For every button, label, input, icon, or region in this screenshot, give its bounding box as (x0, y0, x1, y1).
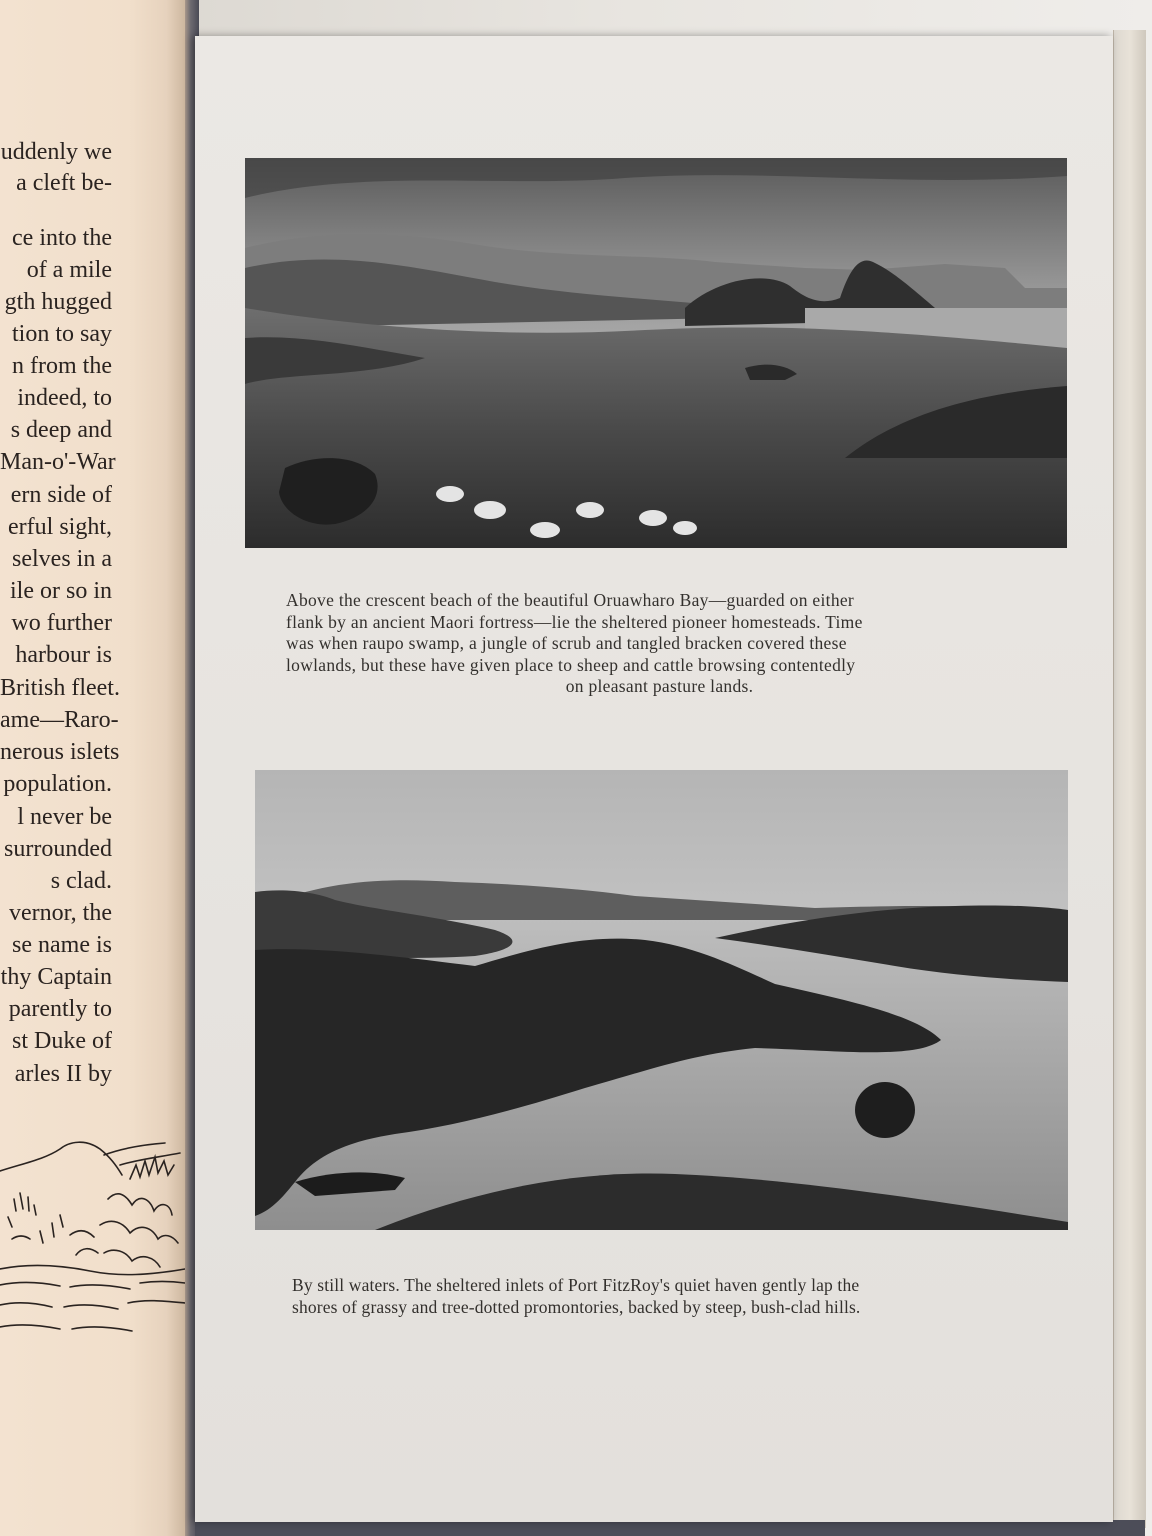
left-page-text-line: ern side of (10, 482, 112, 508)
left-page-text-line: nerous islets (0, 739, 120, 765)
page-edges (1113, 30, 1146, 1528)
left-page-text-line: gth hugged (4, 289, 112, 315)
left-page-text-line: st Duke of (12, 1028, 112, 1054)
left-page-text-line: Man-o'-War (0, 449, 116, 475)
book-cover-edge (195, 1520, 1145, 1536)
left-page-text-line: erful sight, (8, 514, 112, 540)
left-page-text-line: selves in a (12, 546, 112, 572)
caption-line: was when raupo swamp, a jungle of scrub and tangled bracken covered these (286, 633, 847, 653)
photo-pasture-bay (245, 158, 1067, 548)
left-page-text-line: wo further (11, 610, 112, 636)
caption-line: lowlands, but these have given place to sheep and cattle browsing contentedly (286, 654, 856, 675)
left-page-text-line: arles II by (14, 1061, 112, 1087)
left-page-text-line: surrounded (4, 836, 112, 862)
left-page-text-line: thy Captain (0, 964, 112, 990)
left-page-text-line: vernor, the (9, 900, 112, 926)
left-page-text-line: British fleet. (0, 675, 120, 701)
caption-line: Above the crescent beach of the beautiful Oruawharo Bay—guarded on either (286, 590, 855, 610)
left-page-text-line: uddenly we (0, 139, 112, 165)
left-page (0, 0, 185, 1536)
left-page-text-line: ame—Raro- (0, 707, 119, 733)
left-page-text-line: ile or so in (10, 578, 112, 604)
photo-port-fitzroy-harbour (255, 770, 1068, 1230)
left-page-text-line: n from the (12, 353, 112, 379)
pen-sketch-illustration (0, 1135, 185, 1355)
left-page-text-line: indeed, to (17, 385, 112, 411)
left-page-text-line: ce into the (12, 225, 112, 251)
caption-port-fitzroy (292, 1275, 1035, 1318)
caption-oruawharo-bay (286, 590, 1033, 698)
caption-line: By still waters. The sheltered inlets of Port FitzRoy's quiet haven gently lap the (292, 1275, 860, 1295)
caption-line: shores of grassy and tree-dotted promontories, backed by steep, bush-clad hills. (292, 1296, 861, 1317)
left-page-text-line: s deep and (10, 417, 112, 443)
left-page-text-line: tion to say (12, 321, 112, 347)
left-page-text-line: a cleft be- (16, 170, 112, 196)
caption-line: on pleasant pasture lands. (565, 676, 754, 696)
left-page-text-line: of a mile (26, 257, 112, 283)
left-page-text-line: population. (3, 771, 112, 797)
left-page-text-line: l never be (17, 804, 112, 830)
caption-line: flank by an ancient Maori fortress—lie the sheltered pioneer homesteads. Time (286, 611, 863, 632)
left-page-text-line: s clad. (50, 868, 112, 894)
left-page-text-line: se name is (12, 932, 112, 958)
left-page-text-line: harbour is (15, 642, 112, 668)
left-page-text-line: parently to (8, 996, 112, 1022)
